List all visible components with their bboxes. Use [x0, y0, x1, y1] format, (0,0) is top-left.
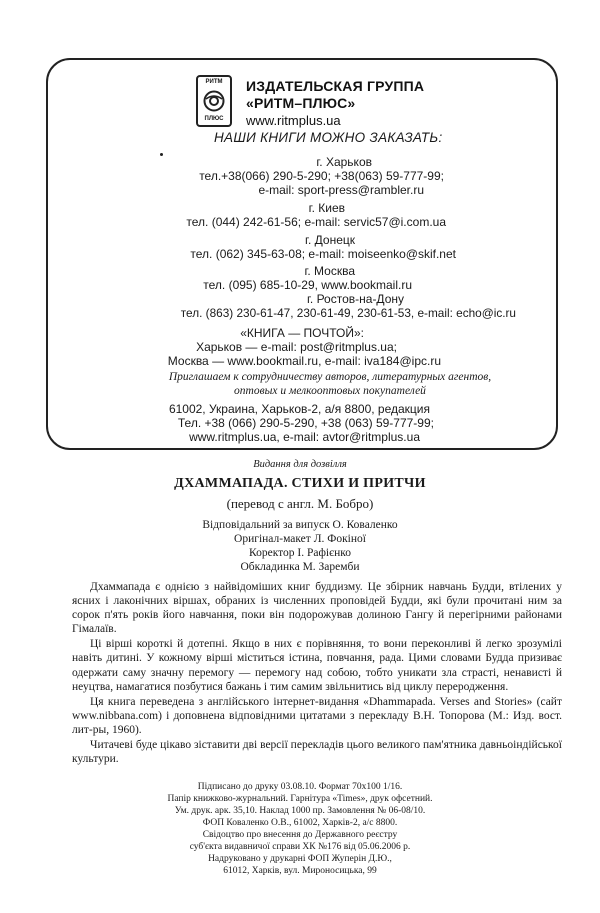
city-kiev-contacts: тел. (044) 242-61-56; e-mail: servic57@i.com.ua — [186, 215, 446, 229]
city-rostov-contacts: тел. (863) 230-61-47, 230-61-49, 230-61-53, e-mail: echo@ic.ru — [180, 306, 516, 320]
imprint-block — [0, 781, 600, 877]
imprint-line: суб'єкта видавничої справи ХК №176 від 05.06.2006 р. — [189, 842, 411, 852]
logo-top-text: РИТМ — [205, 79, 223, 85]
imprint-line: ФОП Коваленко О.В., 61002, Харків-2, а/с 8800. — [202, 818, 398, 828]
publisher-name: «РИТМ–ПЛЮС» — [246, 95, 356, 111]
publisher-logo — [196, 75, 232, 127]
city-kharkov: г. Харьков — [316, 155, 372, 169]
credit-layout: Оригінал-макет Л. Фокіної — [234, 533, 366, 545]
book-subtitle: (перевод с англ. М. Бобро) — [226, 496, 374, 511]
mail-kharkov: Харьков — e-mail: post@ritmplus.ua; — [196, 340, 397, 354]
mail-moscow: Москва — www.bookmail.ru, e-mail: iva184@ipc.ru — [167, 354, 441, 368]
publisher-group-name: ИЗДАТЕЛЬСКАЯ ГРУППА — [246, 78, 425, 94]
address-line-3: www.ritmplus.ua, e-mail: avtor@ritmplus.ua — [189, 430, 420, 444]
imprint-line: Надруковано у друкарні ФОП Жуперін Д.Ю., — [208, 854, 392, 864]
credit-proofreader: Коректор І. Рафієнко — [249, 547, 351, 559]
imprint-line: 61012, Харків, вул. Мироносицька, 99 — [223, 866, 377, 876]
city-kiev: г. Киев — [308, 201, 345, 215]
address-line-1: 61002, Украина, Харьков-2, а/я 8800, редакция — [168, 402, 430, 416]
logo-bottom-text: ПЛЮС — [204, 116, 224, 122]
invite-text: Приглашаем к сотрудничеству авторов, литературных агентов, оптовых и мелкооптовых покупателей — [168, 371, 492, 397]
imprint-line: Папір книжково-журнальний. Гарнітура «Times», друк офсетний. — [167, 794, 433, 804]
credit-editor: Відповідальний за випуск О. Коваленко — [202, 519, 398, 531]
logo-emblem-icon — [203, 90, 225, 112]
annotation-text — [72, 580, 562, 767]
paragraph: Дхаммапада є однією з найвідоміших книг буддизму. Це збірник навчань Будди, втілених у ясних і лаконічних віршах, обраних із численних проповідей Будди, які були прочитані ним за сорок п'ять років його навчання, поки він подорожував долиною Гангу й перегірними районами Гімалаїв. — [72, 581, 562, 636]
city-moscow-contacts: тел. (095) 685-10-29, www.bookmail.ru — [203, 278, 412, 292]
imprint-line: Свідоцтво про внесення до Державного реєстру — [202, 830, 398, 840]
mail-heading: «КНИГА — ПОЧТОЙ»: — [240, 326, 364, 340]
paragraph: Ця книга переведена з англійського інтернет-видання «Dhammapada. Verses and Stories» (сайт www.nibbana.com) і доповнена відповідними цитатами з перекладу В.Н. Топорова (М.: Изд. вост. лит-ры, 1960). — [72, 695, 562, 736]
book-title: ДХАММАПАДА. СТИХИ И ПРИТЧИ — [174, 476, 426, 491]
paragraph: Читачеві буде цікаво зіставити дві версії перекладів цього великого пам'ятника давньоіндійської культури. — [72, 739, 562, 766]
imprint-line: Ум. друк. арк. 35,10. Наклад 1000 пр. Замовлення № 06-08/10. — [174, 806, 426, 816]
city-rostov: г. Ростов-на-Дону — [307, 292, 404, 306]
credit-cover: Обкладинка М. Заремби — [240, 561, 360, 573]
city-donetsk: г. Донецк — [305, 233, 355, 247]
imprint-line: Підписано до друку 03.08.10. Формат 70х100 1/16. — [197, 782, 403, 792]
city-kharkov-phone: тел.+38(066) 290-5-290; +38(063) 59-777-99; — [199, 169, 444, 183]
city-kharkov-email: e-mail: sport-press@rambler.ru — [258, 183, 424, 197]
edition-type: Видання для дозвілля — [253, 459, 347, 470]
paragraph: Ці вірші короткі й дотепні. Якщо в них є порівняння, то вони переконливі й легко зрозумілі навіть дитині. У кожному вірші міститься істина, повчання, рада. Цими словами Будда призиває одержати саму значну перемогу — перемогу над собою, тобто уникати зла страсті, ненависті й неуцтва, намагатися позбутися бажань і тим самим звільнитись від циклу переродження. — [72, 638, 562, 693]
city-donetsk-contacts: тел. (062) 345-63-08; e-mail: moiseenko@skif.net — [190, 247, 456, 261]
city-moscow: г. Москва — [304, 264, 355, 278]
publisher-site: www.ritmplus.ua — [246, 113, 341, 128]
order-heading: НАШИ КНИГИ МОЖНО ЗАКАЗАТЬ: — [214, 130, 443, 145]
address-line-2: Тел. +38 (066) 290-5-290, +38 (063) 59-777-99; — [177, 416, 434, 430]
publisher-block — [246, 78, 424, 129]
